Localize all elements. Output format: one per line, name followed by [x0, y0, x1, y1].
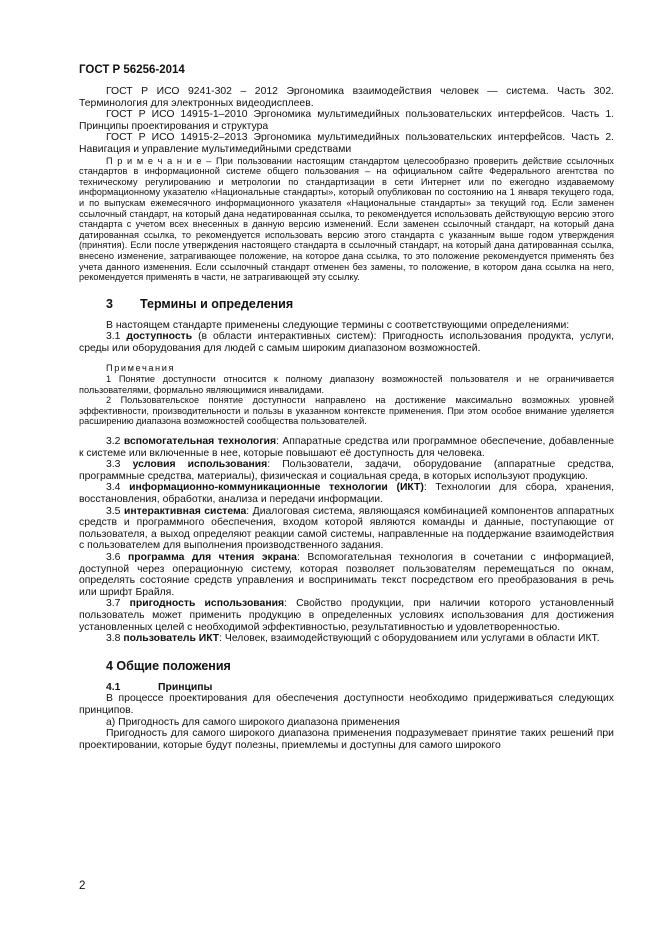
term-name: доступность	[126, 331, 193, 343]
note-item: 1 Понятие доступности относится к полному диапазону возможностей пользователя и не ограничивается пользователями, формально являющимися инвалидами.	[79, 374, 614, 395]
document-code: ГОСТ Р 56256-2014	[79, 64, 185, 76]
note-label: П р и м е ч а н и е	[106, 155, 202, 166]
subsection-heading	[79, 682, 614, 694]
term-name: пригодность использования	[129, 598, 285, 610]
section-intro: В настоящем стандарте применены следующие термины с соответствующими определениями:	[106, 319, 570, 331]
body-paragraph: Пригодность для самого широкого диапазона применения подразумевает принятие таких решений при проектировании, которые будут полезны, приемлемы и доступны для самого широкого	[79, 728, 614, 751]
term-definition: 3.2 вспомогательная технология: Аппаратные средства или программное обеспечение, добавленные к системе или включенные в нее, которые повышают её доступность для человека.	[79, 436, 615, 459]
body-paragraph: а) Пригодность для самого широкого диапазона применения	[106, 716, 400, 728]
term-definition: 3.8 пользователь ИКТ: Человек, взаимодействующий с оборудованием или услугами в области ИКТ.	[106, 633, 600, 645]
note-item: 2 Пользовательское понятие доступности направлено на достижение максимально возможных уровней эффективности, производительности и пользы в указанном контексте применения. При этом особое внимание уделяется расширению диапазона возможностей сообщества пользователей.	[79, 395, 614, 427]
reference-note	[79, 156, 614, 283]
note-text: – При пользовании настоящим стандартом целесообразно проверить действие ссылочных стандартов в информационной системе общего пользования – на официальном сайте Федерального агентства по техническому регулированию и метрологии по стандартизации в сети Интернет или по ежегодно издаваемому информационному указателю «Национальные стандарты», который опубликован по состоянию на 1 января текущего года, и по выпускам ежемесячного информационного указателя «Национальные стандарты» за текущий год. Если заменен ссылочный стандарт, на который дана недатированная ссылка, то рекомендуется использовать действующую версию этого стандарта с учетом всех внесенных в данную версию изменений. Если заменен ссылочный стандарт, на который дана датированная ссылка, то рекомендуется использовать версию этого стандарта с указанным выше годом утверждения (принятия). Если после утверждения настоящего стандарта в ссылочный стандарт, на который дана датированная ссылка, внесено изменение, затрагивающее положение, на которое дана ссылка, то это положение рекомендуется применять без учета данного изменения. Если ссылочный стандарт отменен без замены, то положение, в котором дана ссылка на него, рекомендуется применять в части, не затрагивающей эту ссылку.	[79, 155, 614, 283]
section-3-heading	[79, 297, 614, 311]
term-name: программа для чтения экрана	[127, 551, 297, 563]
term-definition: 3.5 интерактивная система: Диалоговая система, являющаяся комбинацией компонентов аппаратных средств и программного обеспечения, входом которой являются команды и данные, поступающие от пользователя, а выход определяют реакции самой системы, направленные на поддержание взаимодействия с пользователем для выполнения производственного задания.	[79, 505, 615, 552]
notes-heading: Примечания	[106, 363, 176, 374]
term-name: информационно-коммуникационные технологии (ИКТ)	[129, 482, 424, 494]
term-definition: 3.3 условия использования: Пользователи, задачи, оборудование (аппаратные средства, программные средства, материалы), физическая и социальная среда, в которых используют продукцию.	[79, 459, 615, 482]
term-definition: 3.6 программа для чтения экрана: Вспомогательная технология в сочетании с информацией, доступной через операционную систему, которая позволяет пользователям перемещаться по окнам, определять состояние средств управления и воспринимать текст посредством его преобразования в речь или шрифт Брайля.	[79, 551, 615, 598]
body-paragraph: В процессе проектирования для обеспечения доступности необходимо придерживаться следующих принципов.	[79, 693, 614, 716]
term-definition: 3.7 пригодность использования: Свойство продукции, при наличии которого установленный пользователь может применить продукцию в определенных условиях использования для достижения установленных целей с необходимой эффективностью, результативностью и удовлетворенностью.	[79, 598, 614, 633]
reference-item: ГОСТ Р ИСО 14915-1–2010 Эргономика мультимедийных пользовательских интерфейсов. Часть 1. Принципы проектирования и структура	[79, 109, 614, 132]
term-name: вспомогательная технология	[123, 436, 277, 448]
term-name: пользователь ИКТ	[123, 633, 220, 645]
term-name: интерактивная система	[123, 505, 247, 517]
page-number: 2	[79, 880, 86, 892]
term-definition: 3.1 доступность (в области интерактивных систем): Пригодность использования продукта, услуги, среды или оборудования для людей с самым широким диапазоном возможностей.	[79, 331, 615, 354]
page-body	[79, 86, 614, 751]
term-name: условия использования	[132, 459, 268, 471]
reference-item: ГОСТ Р ИСО 14915-2–2013 Эргономика мультимедийных пользовательских интерфейсов. Часть 2. Навигация и управление мультимедийными средствами	[79, 132, 614, 155]
reference-item: ГОСТ Р ИСО 9241-302 – 2012 Эргономика взаимодействия человек — система. Часть 302. Терминология для электронных видеодисплеев.	[79, 86, 614, 109]
section-4-heading: 4 Общие положения	[106, 658, 231, 673]
section-title: Термины и определения	[140, 296, 294, 311]
subsection-number: 4.1	[106, 681, 121, 693]
section-number: 3	[106, 296, 113, 311]
subsection-title: Принципы	[158, 681, 213, 693]
term-definition: 3.4 информационно-коммуникационные технологии (ИКТ): Технологии для сбора, хранения, восстановления, обработки, анализа и передачи информации.	[79, 482, 614, 505]
